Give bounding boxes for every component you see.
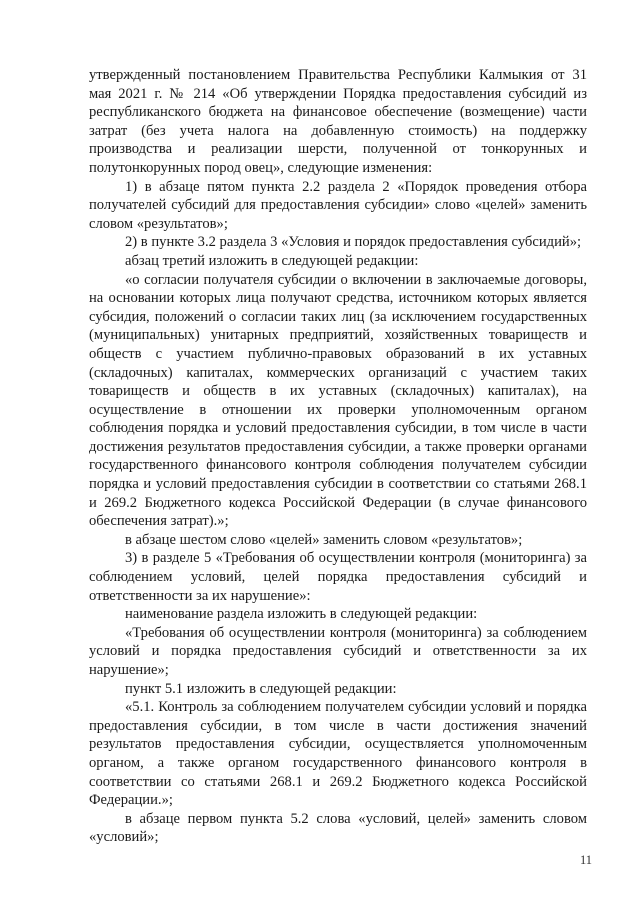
paragraph: в абзаце шестом слово «целей» заменить словом «результатов»; <box>125 531 523 548</box>
paragraph: 1) в абзаце пятом пункта 2.2 раздела 2 «Порядок проведения отбора получателей субсидий для предоставления субсидии» слово «целей» заменить словом «результатов»; <box>89 178 587 232</box>
paragraph: в абзаце первом пункта 5.2 слова «условий, целей» заменить словом «условий»; <box>89 810 587 846</box>
paragraph: 2) в пункте 3.2 раздела 3 «Условия и порядок предоставления субсидий»; <box>125 234 582 251</box>
paragraph: «5.1. Контроль за соблюдением получателем субсидии условий и порядка предоставления субсидии, в том числе в части достижения значений результатов предоставления субсидии, осуществляется уполномоченным органом, а также органом государственного финансового контроля в соответствии со статьями 268.1 и 269.2 Бюджетного кодекса Российской Федерации.»; <box>89 699 587 809</box>
paragraph: утвержденный постановлением Правительства Республики Калмыкия от 31 мая 2021 г. № 214 «Об утверждении Порядка предоставления субсидий из республиканского бюджета на финансовое обеспечение (возмещение) части затрат (без учета налога на добавленную стоимость) на поддержку производства и реализации шерсти, полученной от тонкорунных и полутонкорунных пород овец», следующие изменения: <box>89 67 587 176</box>
paragraph: «Требования об осуществлении контроля (мониторинга) за соблюдением условий и порядка предоставления субсидий и ответственности за их нарушение»; <box>89 624 587 678</box>
paragraph: абзац третий изложить в следующей редакции: <box>125 252 419 269</box>
page-number: 11 <box>579 853 592 867</box>
paragraph: наименование раздела изложить в следующей редакции: <box>125 606 478 623</box>
paragraph: «о согласии получателя субсидии о включении в заключаемые договоры, на основании которых лица получают средства, источником которых является субсидия, положений о согласии таких лиц (за исключением государственных (муниципальных) унитарных предприятий, хозяйственных товариществ и обществ с участием публично-правовых образований в их уставных (складочных) капиталах, коммерческих организаций с участием таких товариществ и обществ в их уставных (складочных) капиталах), на осуществление в отношении их проверки уполномоченным органом соблюдения порядка и условий предоставления субсидии, в том числе в части достижения результатов предоставления субсидии, а также проверки органами государственного финансового контроля соблюдения получателем субсидии порядка и условий предоставления субсидии в соответствии со статьями 268.1 и 269.2 Бюджетного кодекса Российской Федерации (в случае финансового обеспечения затрат).»; <box>89 271 587 530</box>
paragraph: 3) в разделе 5 «Требования об осуществлении контроля (мониторинга) за соблюдением условий, целей порядка предоставления субсидий и ответственности за их нарушение»: <box>89 550 587 604</box>
paragraph: пункт 5.1 изложить в следующей редакции: <box>125 680 397 697</box>
document-body <box>89 66 587 847</box>
